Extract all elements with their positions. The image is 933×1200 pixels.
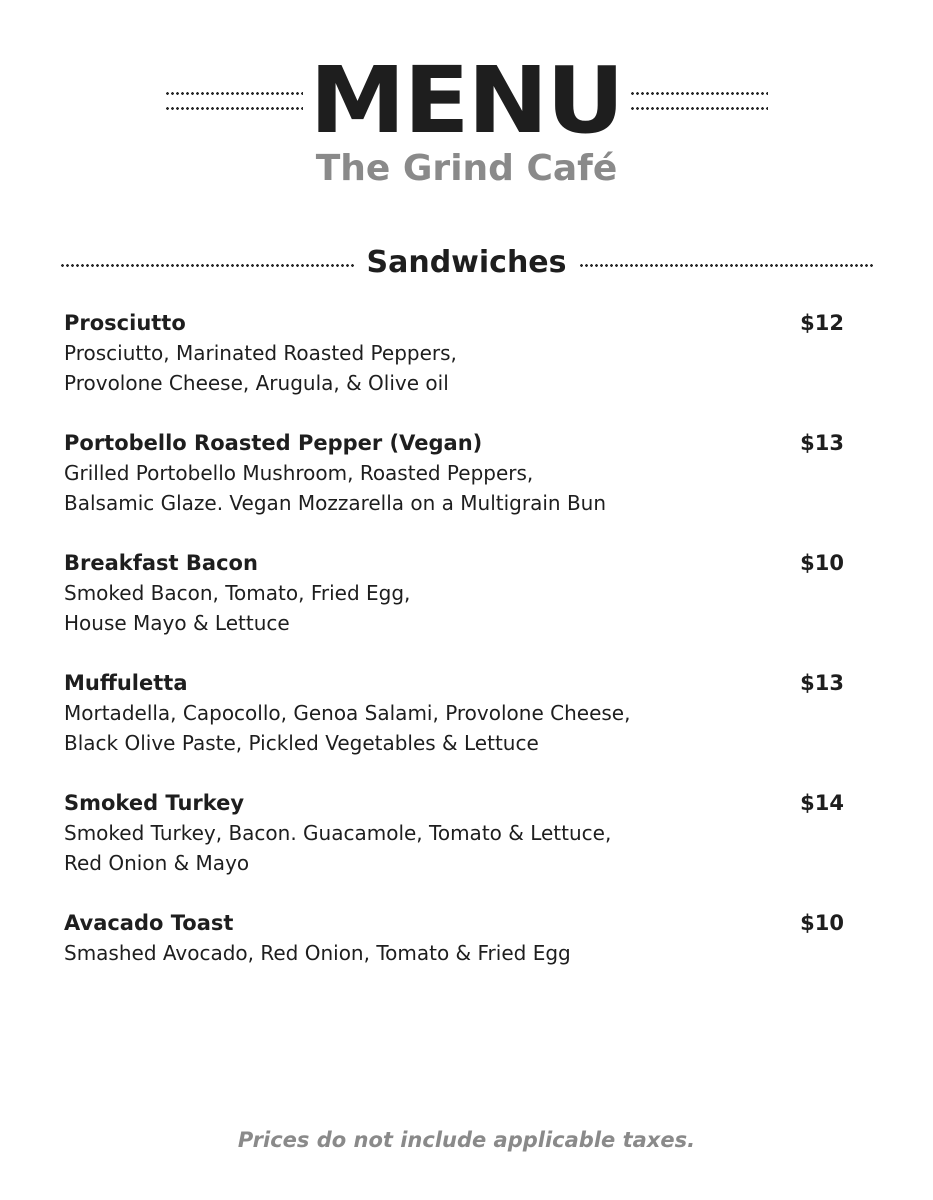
menu-title-row [0,47,933,154]
cafe-name: The Grind Café [315,148,618,189]
item-price: $14 [800,791,844,815]
item-description [64,938,784,968]
item-description [64,338,784,398]
item-description-line: Grilled Portobello Mushroom, Roasted Peppers, [64,461,534,485]
dotted-line [630,107,768,110]
menu-item [64,908,844,1028]
item-name: Portobello Roasted Pepper (Vegan) [64,431,483,455]
item-description-line: Red Onion & Mayo [64,851,250,875]
item-description-line: Balsamic Glaze. Vegan Mozzarella on a Multigrain Bun [64,491,607,515]
item-name: Muffuletta [64,671,188,695]
menu-item [64,788,844,908]
dotted-line [165,107,303,110]
item-price: $13 [800,671,844,695]
item-name: Prosciutto [64,311,186,335]
item-description-line: Smoked Bacon, Tomato, Fried Egg, [64,581,411,605]
tax-disclaimer: Prices do not include applicable taxes. [237,1128,696,1152]
item-description-line: Smashed Avocado, Red Onion, Tomato & Fried Egg [64,941,571,965]
item-description [64,818,784,878]
item-description [64,458,784,518]
section-right-dots [579,264,873,267]
item-description [64,698,784,758]
menu-items-list [64,308,844,1028]
left-dotted-ornament [165,92,303,110]
dotted-line [165,92,303,95]
section-left-dots [60,264,354,267]
item-description-line: House Mayo & Lettuce [64,611,290,635]
item-price: $10 [800,551,844,575]
dotted-line [630,92,768,95]
menu-item [64,668,844,788]
item-name: Avacado Toast [64,911,234,935]
menu-title: MENU [309,47,623,154]
section-header [60,240,873,284]
item-description-line: Mortadella, Capocollo, Genoa Salami, Provolone Cheese, [64,701,631,725]
item-name: Breakfast Bacon [64,551,258,575]
menu-header [0,47,933,200]
right-dotted-ornament [630,92,768,110]
item-price: $10 [800,911,844,935]
item-description-line: Prosciutto, Marinated Roasted Peppers, [64,341,457,365]
menu-item [64,428,844,548]
item-description-line: Black Olive Paste, Pickled Vegetables & Lettuce [64,731,539,755]
item-description [64,578,784,638]
item-description-line: Provolone Cheese, Arugula, & Olive oil [64,371,449,395]
menu-item [64,308,844,428]
item-price: $13 [800,431,844,455]
menu-item [64,548,844,668]
item-name: Smoked Turkey [64,791,245,815]
item-price: $12 [800,311,844,335]
item-description-line: Smoked Turkey, Bacon. Guacamole, Tomato & Lettuce, [64,821,612,845]
section-title: Sandwiches [366,244,567,280]
